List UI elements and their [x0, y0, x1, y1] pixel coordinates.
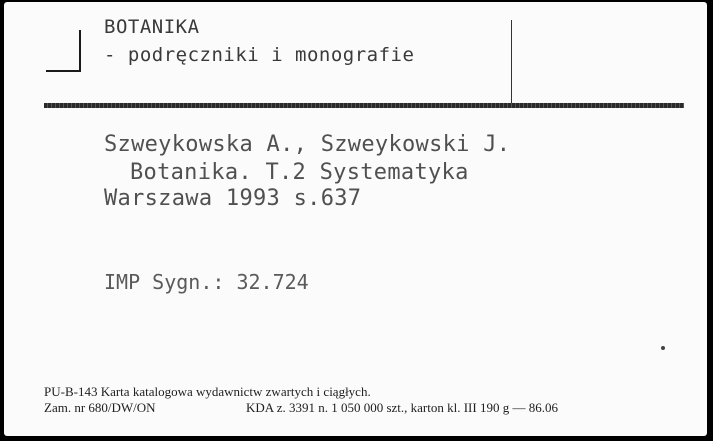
catalog-card [4, 2, 707, 436]
subject-subheading: - podręczniki i monografie [104, 44, 415, 66]
entry-imprint: Warszawa 1993 s.637 [104, 186, 362, 211]
form-footer-order: Zam. nr 680/DW/ON [44, 400, 156, 415]
call-number: IMP Sygn.: 32.724 [104, 270, 309, 294]
header-rule [44, 103, 684, 108]
entry-authors: Szweykowska A., Szweykowski J. [104, 132, 511, 157]
corner-mark-horizontal [46, 70, 81, 72]
subject-heading: BOTANIKA [104, 16, 200, 38]
entry-title: Botanika. T.2 Systematyka [130, 160, 469, 185]
ink-speck [661, 346, 665, 350]
header-divider-vertical [511, 20, 512, 103]
form-footer-print-info: KDA z. 3391 n. 1 050 000 szt., karton kl. III 190 g — 86.06 [246, 400, 558, 415]
form-footer-line1: PU-B-143 Karta katalogowa wydawnictw zwartych i ciągłych. [44, 384, 371, 399]
corner-mark-vertical [79, 30, 81, 72]
